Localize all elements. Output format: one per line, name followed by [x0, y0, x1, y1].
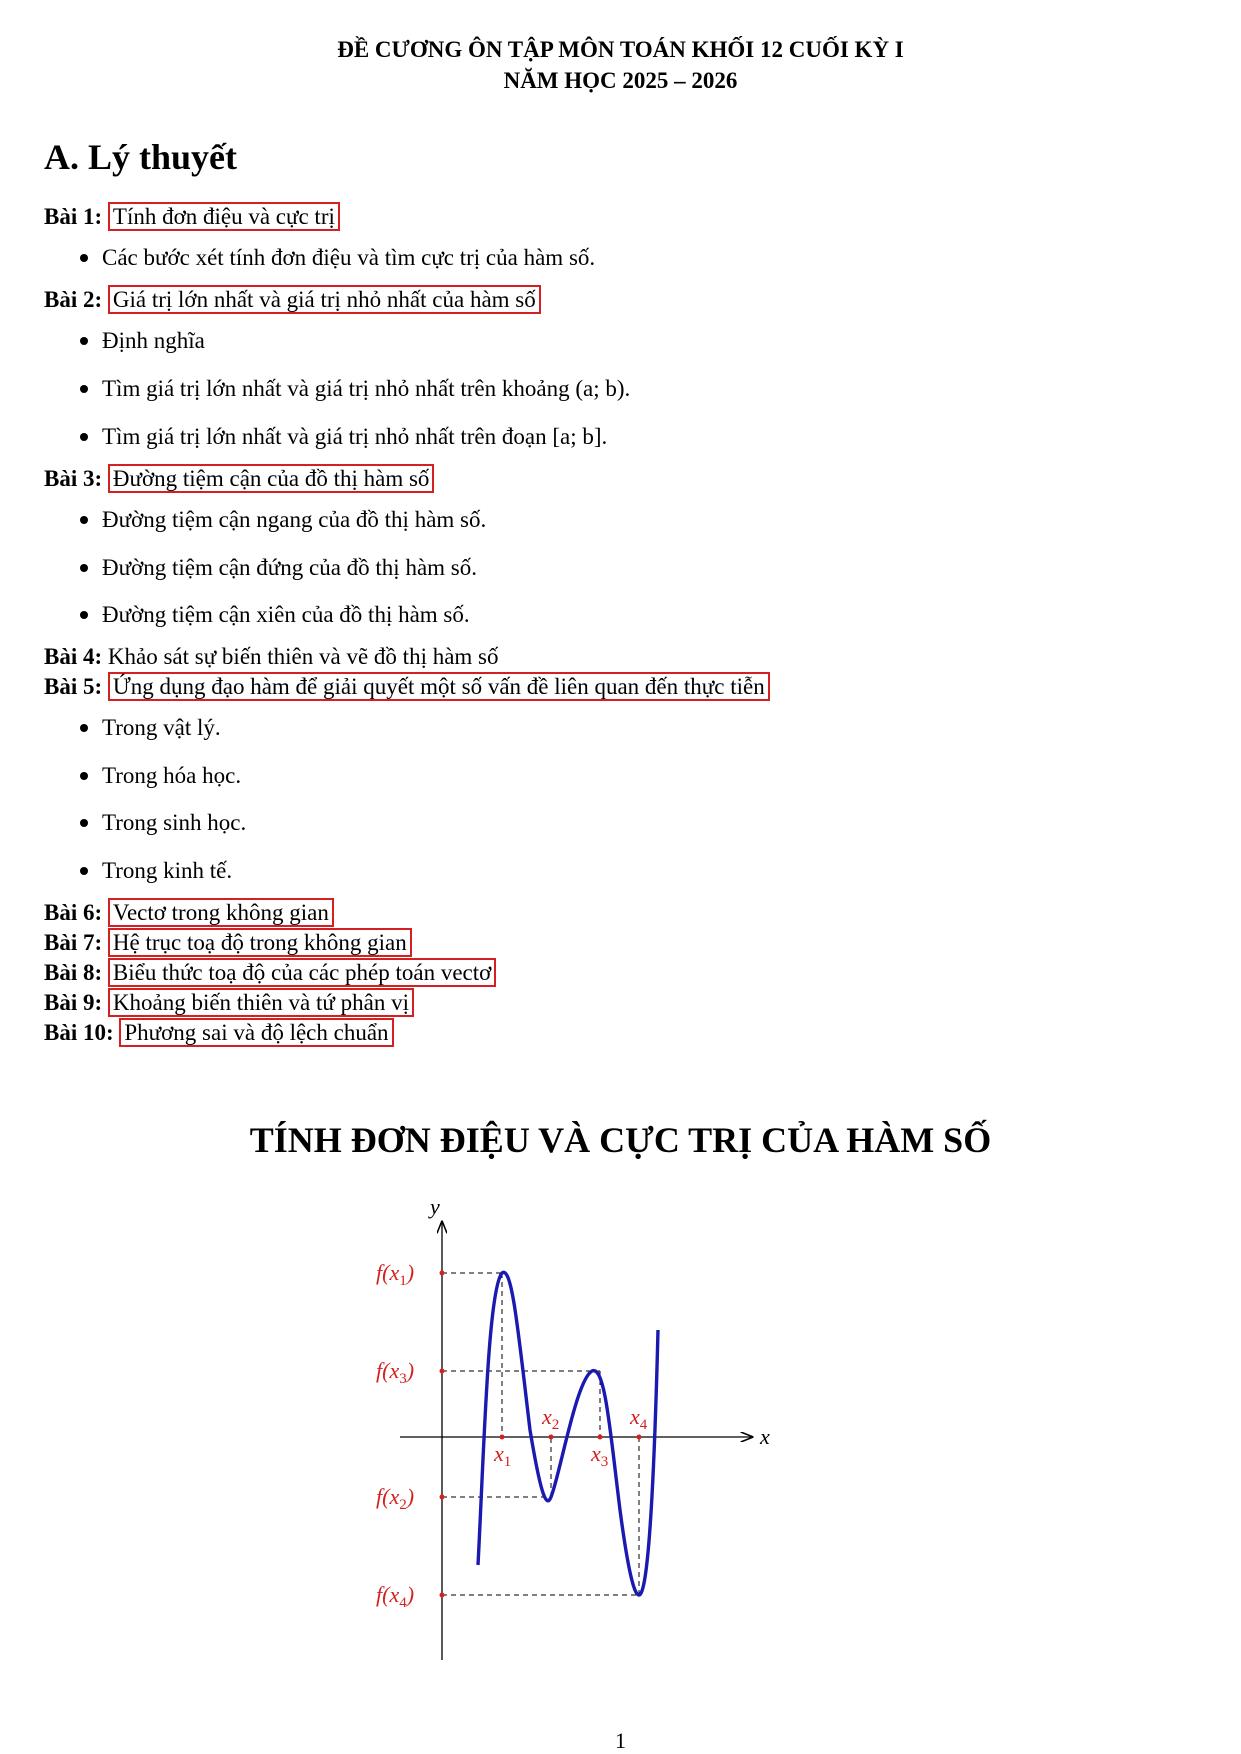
function-graph — [376, 1190, 780, 1680]
lesson-1-label: Bài 1: — [44, 204, 103, 229]
document-header — [0, 34, 1241, 96]
bullet-dot — [80, 772, 88, 780]
lesson-7-title-link[interactable]: Hệ trục toạ độ trong không gian — [108, 928, 412, 957]
lesson-2-bullet-1: Định nghĩa — [80, 327, 205, 355]
lesson-1 — [44, 203, 340, 231]
bullet-dot — [80, 337, 88, 345]
header-line-1: ĐỀ CƯƠNG ÔN TẬP MÔN TOÁN KHỐI 12 CUỐI KỲ I — [337, 37, 904, 62]
lesson-6-title-link[interactable]: Vectơ trong không gian — [108, 898, 334, 927]
lesson-10 — [44, 1019, 394, 1047]
lesson-5-title-link[interactable]: Ứng dụng đạo hàm để giải quyết một số vấn đề liên quan đến thực tiễn — [108, 672, 770, 701]
lesson-1-bullet-1: Các bước xét tính đơn điệu và tìm cực trị của hàm số. — [80, 244, 595, 272]
lesson-1-title-link[interactable]: Tính đơn điệu và cực trị — [108, 202, 340, 231]
page-number: 1 — [615, 1728, 626, 1753]
lesson-5-label: Bài 5: — [44, 674, 103, 699]
lesson-3-bullet-3: Đường tiệm cận xiên của đồ thị hàm số. — [80, 601, 470, 629]
lesson-2 — [44, 286, 541, 314]
lesson-8-title-link[interactable]: Biểu thức toạ độ của các phép toán vectơ — [108, 958, 496, 987]
lesson-3-title-link[interactable]: Đường tiệm cận của đồ thị hàm số — [108, 464, 435, 493]
bullet-dot — [80, 254, 88, 262]
lesson-5 — [44, 673, 770, 701]
lesson-3-label: Bài 3: — [44, 466, 103, 491]
bullet-dot — [80, 564, 88, 572]
lesson-5-bullet-1: Trong vật lý. — [80, 714, 221, 742]
lesson-2-title-link[interactable]: Giá trị lớn nhất và giá trị nhỏ nhất của hàm số — [108, 285, 541, 314]
lesson-9-title-link[interactable]: Khoảng biến thiên và tứ phân vị — [108, 988, 414, 1017]
bullet-dot — [80, 516, 88, 524]
topic-title: TÍNH ĐƠN ĐIỆU VÀ CỰC TRỊ CỦA HÀM SỐ — [249, 1120, 992, 1160]
bullet-dot — [80, 819, 88, 827]
y-axis-label: y — [430, 1194, 440, 1219]
lesson-3-bullet-1: Đường tiệm cận ngang của đồ thị hàm số. — [80, 506, 486, 534]
f-x4-label: $f(x_4)$ — [376, 1582, 415, 1611]
x4-label: $x_4$ — [630, 1404, 648, 1433]
x2-label: $x_2$ — [542, 1404, 560, 1433]
lesson-10-title-link[interactable]: Phương sai và độ lệch chuẩn — [119, 1018, 393, 1047]
bullet-dot — [80, 867, 88, 875]
lesson-3 — [44, 465, 434, 493]
lesson-7-label: Bài 7: — [44, 930, 103, 955]
lesson-3-bullet-2: Đường tiệm cận đứng của đồ thị hàm số. — [80, 554, 477, 582]
function-curve — [478, 1272, 658, 1595]
lesson-9 — [44, 989, 414, 1017]
x-axis-label: x — [760, 1424, 770, 1449]
bullet-dot — [80, 385, 88, 393]
f-x1-label: $f(x_1)$ — [376, 1260, 415, 1289]
header-line-2: NĂM HỌC 2025 – 2026 — [503, 68, 738, 93]
lesson-4-label: Bài 4: — [44, 644, 103, 669]
bullet-dot — [80, 724, 88, 732]
lesson-4 — [44, 643, 499, 671]
lesson-8-label: Bài 8: — [44, 960, 103, 985]
x3-label: $x_3$ — [591, 1441, 609, 1470]
f-x3-label: $f(x_3)$ — [376, 1358, 415, 1387]
lesson-7 — [44, 929, 412, 957]
bullet-dot — [80, 433, 88, 441]
lesson-9-label: Bài 9: — [44, 990, 103, 1015]
lesson-2-bullet-3: Tìm giá trị lớn nhất và giá trị nhỏ nhất trên đoạn [a; b]. — [80, 423, 607, 451]
bullet-dot — [80, 611, 88, 619]
lesson-5-bullet-3: Trong sinh học. — [80, 809, 246, 837]
lesson-2-bullet-2: Tìm giá trị lớn nhất và giá trị nhỏ nhất trên khoảng (a; b). — [80, 375, 630, 403]
f-x2-label: $f(x_2)$ — [376, 1484, 415, 1513]
lesson-6 — [44, 899, 334, 927]
lesson-5-bullet-2: Trong hóa học. — [80, 762, 241, 790]
lesson-4-title: Khảo sát sự biến thiên và vẽ đồ thị hàm số — [107, 644, 499, 669]
x1-label: $x_1$ — [494, 1441, 512, 1470]
lesson-2-label: Bài 2: — [44, 287, 103, 312]
lesson-10-label: Bài 10: — [44, 1020, 114, 1045]
lesson-6-label: Bài 6: — [44, 900, 103, 925]
lesson-8 — [44, 959, 496, 987]
section-title: A. Lý thuyết — [44, 137, 238, 177]
lesson-5-bullet-4: Trong kinh tế. — [80, 857, 232, 885]
